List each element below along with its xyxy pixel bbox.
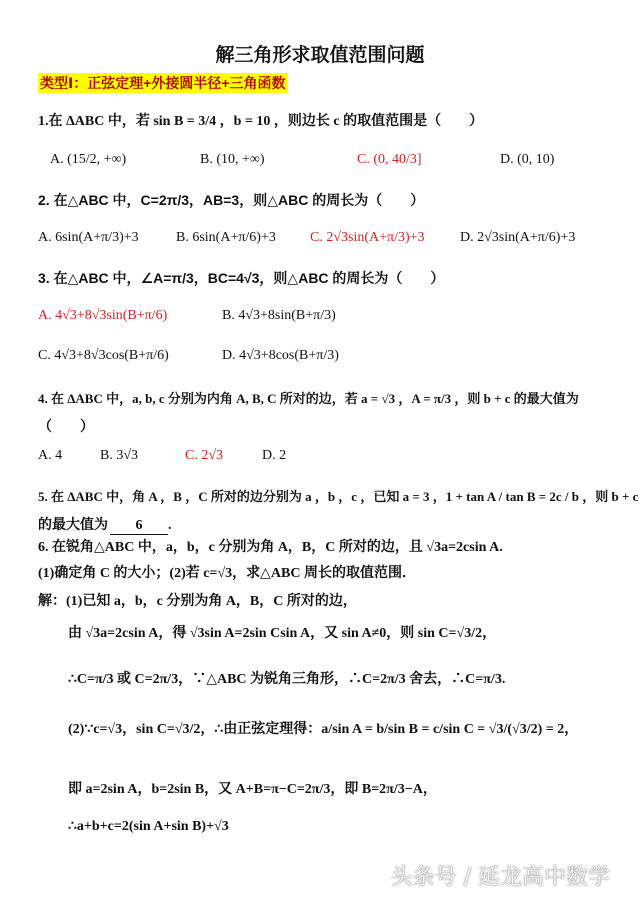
question-5-prompt: 的最大值为 — [38, 518, 108, 533]
question-6-parts: (1)确定角 C 的大小；(2)若 c=√3，求△ABC 周长的取值范围． — [38, 566, 416, 581]
question-4-option-a: A. 4 — [38, 448, 63, 463]
question-2-option-c: C. 2√3sin(A+π/3)+3 — [310, 230, 425, 245]
question-6-stem: 6. 在锐角△ABC 中，a，b，c 分别为角 A，B，C 所对的边，且 √3a=2csin A. — [38, 540, 503, 555]
question-2-option-b: B. 6sin(A+π/6)+3 — [176, 230, 276, 245]
watermark: 头条号 / 延龙高中数学 — [390, 865, 610, 890]
question-4-option-c: C. 2√3 — [185, 448, 224, 463]
question-4-option-d: D. 2 — [262, 448, 287, 463]
question-1-option-a: A. (15/2, +∞) — [50, 152, 127, 167]
question-1-option-d: D. (0, 10) — [500, 152, 555, 167]
solution-line-2: 由 √3a=2csin A，得 √3sin A=2sin Csin A，又 sin A≠0，则 sin C=√3/2， — [68, 626, 497, 641]
question-2-option-a: A. 6sin(A+π/3)+3 — [38, 230, 139, 245]
question-3-option-a: A. 4√3+8√3sin(B+π/6) — [38, 308, 168, 323]
question-3-stem: 3. 在△ABC 中，∠A=π/3，BC=4√3，则△ABC 的周长为（ ） — [38, 270, 445, 286]
question-4-stem: 4. 在 ΔABC 中，a, b, c 分别为内角 A, B, C 所对的边，若 a = √3 ，A = π/3 ，则 b + c 的最大值为 — [38, 391, 579, 406]
question-4-blank: （ ） — [38, 420, 94, 435]
solution-line-5: 即 a=2sin A，b=2sin B，又 A+B=π−C=2π/3，即 B=2π/3−A， — [68, 782, 437, 797]
question-1-option-b: B. (10, +∞) — [200, 152, 265, 167]
solution-line-4: (2)∵c=√3，sin C=√3/2，∴由正弦定理得：a/sin A = b/sin B = c/sin C = √3/(√3/2) = 2， — [68, 722, 579, 737]
type-heading: 类型Ⅰ：正弦定理+外接圆半径+三角函数 — [40, 75, 286, 91]
question-2-stem: 2. 在△ABC 中，C=2π/3，AB=3，则△ABC 的周长为（ ） — [38, 192, 425, 208]
question-5-stem: 5. 在 ΔABC 中，角 A ，B ，C 所对的边分别为 a ，b ，c ，已知 a = 3 ，1 + tan A / tan B = 2c / b ，则 b + c — [38, 489, 639, 504]
page-title: 解三角形求取值范围问题 — [215, 45, 425, 66]
solution-line-3: ∴C=π/3 或 C=2π/3，∵△ABC 为锐角三角形，∴C=2π/3 舍去，∴C=π/3. — [68, 672, 506, 687]
question-1-stem: 1.在 ΔABC 中，若 sin B = 3/4 ，b = 10 ，则边长 c 的取值范围是（ ） — [38, 114, 484, 129]
question-3-option-b: B. 4√3+8sin(B+π/3) — [222, 308, 336, 323]
solution-line-1: 解：(1)已知 a，b，c 分别为角 A，B，C 所对的边， — [38, 594, 357, 609]
question-3-option-d: D. 4√3+8cos(B+π/3) — [222, 348, 339, 363]
solution-line-6: ∴a+b+c=2(sin A+sin B)+√3 — [68, 819, 229, 834]
question-5-stem-cont: 的最大值为 6 . — [38, 518, 172, 533]
question-5-answer: 6 — [110, 518, 168, 535]
question-4-option-b: B. 3√3 — [100, 448, 139, 463]
question-2-option-d: D. 2√3sin(A+π/6)+3 — [460, 230, 576, 245]
question-1-option-c: C. (0, 40/3] — [357, 152, 422, 167]
question-3-option-c: C. 4√3+8√3cos(B+π/6) — [38, 348, 169, 363]
